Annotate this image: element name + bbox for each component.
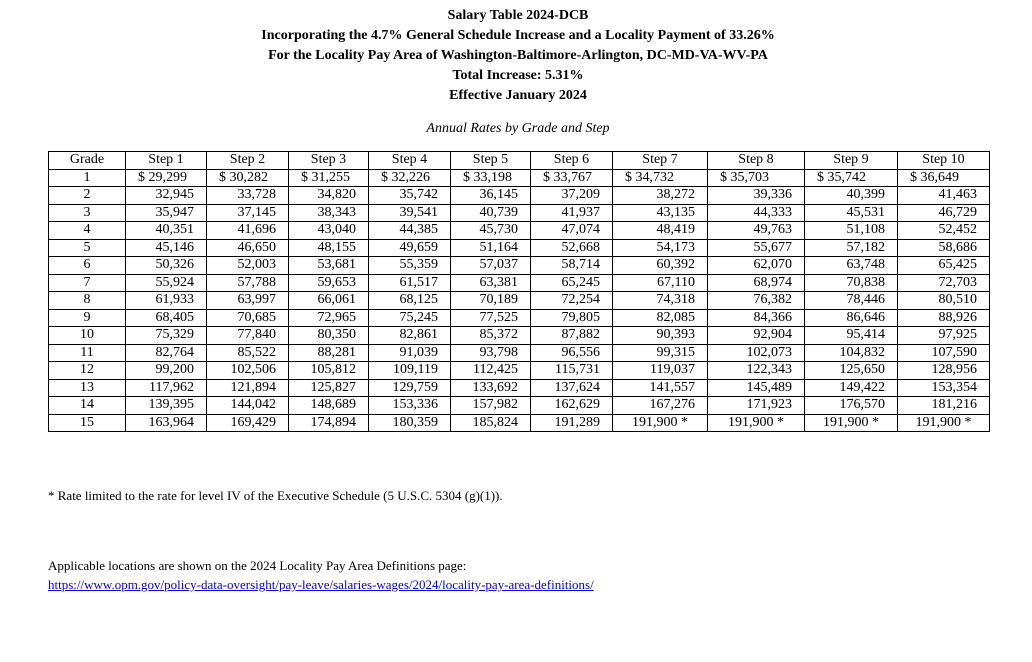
salary-cell: 88,926: [898, 309, 990, 327]
salary-cell: 35,742: [369, 187, 451, 205]
salary-cell: 51,108: [805, 222, 898, 240]
locality-definitions-link[interactable]: https://www.opm.gov/policy-data-oversight/pay-leave/salaries-wages/2024/locality-pay-area-definitions/: [48, 577, 594, 592]
table-row: [49, 397, 990, 415]
salary-cell: $ 31,255: [289, 169, 369, 187]
salary-cell: 117,962: [126, 379, 207, 397]
salary-cell: 91,039: [369, 344, 451, 362]
salary-cell: 43,040: [289, 222, 369, 240]
salary-cell: 162,629: [531, 397, 613, 415]
salary-cell: 55,924: [126, 274, 207, 292]
salary-cell: 44,385: [369, 222, 451, 240]
salary-cell: 112,425: [451, 362, 531, 380]
salary-cell: 72,965: [289, 309, 369, 327]
salary-cell: 49,763: [708, 222, 805, 240]
table-title: Salary Table 2024-DCB: [447, 8, 589, 23]
salary-cell: 63,748: [805, 257, 898, 275]
salary-cell: 50,326: [126, 257, 207, 275]
salary-cell: 61,933: [126, 292, 207, 310]
salary-cell: 48,155: [289, 239, 369, 257]
table-row: [49, 292, 990, 310]
salary-cell: 109,119: [369, 362, 451, 380]
salary-cell: 53,681: [289, 257, 369, 275]
salary-cell: 66,061: [289, 292, 369, 310]
salary-cell: 104,832: [805, 344, 898, 362]
salary-cell: 74,318: [613, 292, 708, 310]
salary-cell: 44,333: [708, 204, 805, 222]
header-row: [49, 152, 990, 170]
salary-cell: 86,646: [805, 309, 898, 327]
salary-cell: 102,506: [207, 362, 289, 380]
salary-cell: 93,798: [451, 344, 531, 362]
salary-cell: 68,974: [708, 274, 805, 292]
salary-cell: 57,037: [451, 257, 531, 275]
column-header: Step 4: [369, 152, 451, 170]
salary-cell: 128,956: [898, 362, 990, 380]
salary-cell: 181,216: [898, 397, 990, 415]
salary-cell: 72,703: [898, 274, 990, 292]
salary-cell: 169,429: [207, 414, 289, 432]
column-header: Step 6: [531, 152, 613, 170]
salary-cell: 39,541: [369, 204, 451, 222]
salary-cell: 95,414: [805, 327, 898, 345]
salary-cell: 37,209: [531, 187, 613, 205]
salary-cell: $ 33,767: [531, 169, 613, 187]
table-row: [49, 204, 990, 222]
grade-cell: 8: [49, 292, 126, 310]
salary-cell: 40,739: [451, 204, 531, 222]
salary-cell: 97,925: [898, 327, 990, 345]
salary-cell: 39,336: [708, 187, 805, 205]
salary-cell: 70,685: [207, 309, 289, 327]
salary-cell: 58,686: [898, 239, 990, 257]
salary-cell: 145,489: [708, 379, 805, 397]
salary-cell: 153,336: [369, 397, 451, 415]
column-header: Step 10: [898, 152, 990, 170]
grade-cell: 7: [49, 274, 126, 292]
salary-cell: 51,164: [451, 239, 531, 257]
salary-cell: 38,272: [613, 187, 708, 205]
salary-cell: 191,900 *: [708, 414, 805, 432]
salary-cell: 191,900 *: [898, 414, 990, 432]
grade-cell: 12: [49, 362, 126, 380]
salary-cell: $ 35,703: [708, 169, 805, 187]
column-header: Grade: [49, 152, 126, 170]
table-row: [49, 362, 990, 380]
salary-cell: 78,446: [805, 292, 898, 310]
salary-cell: 141,557: [613, 379, 708, 397]
salary-cell: 45,531: [805, 204, 898, 222]
salary-cell: 48,419: [613, 222, 708, 240]
salary-cell: 49,659: [369, 239, 451, 257]
salary-cell: 40,399: [805, 187, 898, 205]
table-row: [49, 257, 990, 275]
salary-cell: 55,677: [708, 239, 805, 257]
salary-cell: 65,245: [531, 274, 613, 292]
salary-cell: $ 29,299: [126, 169, 207, 187]
salary-cell: 82,861: [369, 327, 451, 345]
salary-cell: 46,650: [207, 239, 289, 257]
column-header: Step 8: [708, 152, 805, 170]
salary-cell: 115,731: [531, 362, 613, 380]
salary-cell: 149,422: [805, 379, 898, 397]
grade-cell: 4: [49, 222, 126, 240]
salary-cell: 125,650: [805, 362, 898, 380]
salary-cell: $ 33,198: [451, 169, 531, 187]
salary-cell: 65,425: [898, 257, 990, 275]
salary-cell: 153,354: [898, 379, 990, 397]
salary-cell: 133,692: [451, 379, 531, 397]
salary-cell: 75,329: [126, 327, 207, 345]
salary-cell: 125,827: [289, 379, 369, 397]
salary-cell: 45,146: [126, 239, 207, 257]
salary-cell: 80,510: [898, 292, 990, 310]
salary-cell: 176,570: [805, 397, 898, 415]
table-row: [49, 239, 990, 257]
salary-cell: 167,276: [613, 397, 708, 415]
salary-cell: 102,073: [708, 344, 805, 362]
salary-cell: 79,805: [531, 309, 613, 327]
column-header: Step 1: [126, 152, 207, 170]
salary-cell: 57,182: [805, 239, 898, 257]
table-subtitle: Annual Rates by Grade and Step: [426, 121, 610, 136]
salary-cell: 144,042: [207, 397, 289, 415]
salary-cell: 80,350: [289, 327, 369, 345]
column-header: Step 9: [805, 152, 898, 170]
salary-cell: 70,838: [805, 274, 898, 292]
salary-cell: 52,452: [898, 222, 990, 240]
salary-cell: 41,937: [531, 204, 613, 222]
salary-cell: 37,145: [207, 204, 289, 222]
salary-cell: 62,070: [708, 257, 805, 275]
salary-cell: 191,900 *: [805, 414, 898, 432]
salary-cell: 41,463: [898, 187, 990, 205]
salary-cell: 157,982: [451, 397, 531, 415]
grade-cell: 13: [49, 379, 126, 397]
salary-cell: 52,003: [207, 257, 289, 275]
salary-cell: 38,343: [289, 204, 369, 222]
grade-cell: 6: [49, 257, 126, 275]
salary-cell: 148,689: [289, 397, 369, 415]
salary-cell: 84,366: [708, 309, 805, 327]
grade-cell: 5: [49, 239, 126, 257]
salary-cell: 75,245: [369, 309, 451, 327]
salary-cell: 52,668: [531, 239, 613, 257]
salary-cell: 61,517: [369, 274, 451, 292]
salary-cell: 60,392: [613, 257, 708, 275]
increase-line: Incorporating the 4.7% General Schedule Increase and a Locality Payment of 33.26%: [261, 28, 775, 43]
grade-cell: 11: [49, 344, 126, 362]
salary-cell: 85,372: [451, 327, 531, 345]
salary-cell: 63,997: [207, 292, 289, 310]
salary-cell: 68,125: [369, 292, 451, 310]
footnote: * Rate limited to the rate for level IV of the Executive Schedule (5 U.S.C. 5304 (g)(1)).: [48, 488, 503, 503]
salary-cell: 47,074: [531, 222, 613, 240]
salary-cell: 55,359: [369, 257, 451, 275]
column-header: Step 2: [207, 152, 289, 170]
salary-cell: 85,522: [207, 344, 289, 362]
table-row: [49, 414, 990, 432]
effective-date-line: Effective January 2024: [449, 88, 587, 103]
salary-cell: 88,281: [289, 344, 369, 362]
table-row: [49, 327, 990, 345]
table-row: [49, 274, 990, 292]
salary-cell: 92,904: [708, 327, 805, 345]
grade-cell: 14: [49, 397, 126, 415]
salary-cell: 82,764: [126, 344, 207, 362]
salary-cell: 90,393: [613, 327, 708, 345]
salary-cell: 96,556: [531, 344, 613, 362]
salary-cell: 43,135: [613, 204, 708, 222]
salary-cell: 191,900 *: [613, 414, 708, 432]
table-row: [49, 187, 990, 205]
table-row: [49, 222, 990, 240]
salary-cell: 77,840: [207, 327, 289, 345]
salary-cell: 99,315: [613, 344, 708, 362]
salary-cell: 34,820: [289, 187, 369, 205]
grade-cell: 9: [49, 309, 126, 327]
total-increase-line: Total Increase: 5.31%: [452, 68, 584, 83]
table-row: [49, 169, 990, 187]
table-row: [49, 309, 990, 327]
grade-cell: 2: [49, 187, 126, 205]
salary-cell: 70,189: [451, 292, 531, 310]
salary-cell: 129,759: [369, 379, 451, 397]
salary-cell: 77,525: [451, 309, 531, 327]
column-header: Step 3: [289, 152, 369, 170]
salary-cell: 191,289: [531, 414, 613, 432]
salary-cell: 59,653: [289, 274, 369, 292]
column-header: Step 7: [613, 152, 708, 170]
salary-cell: 57,788: [207, 274, 289, 292]
salary-cell: 174,894: [289, 414, 369, 432]
salary-cell: 35,947: [126, 204, 207, 222]
grade-cell: 10: [49, 327, 126, 345]
salary-cell: 40,351: [126, 222, 207, 240]
salary-cell: 45,730: [451, 222, 531, 240]
salary-cell: 32,945: [126, 187, 207, 205]
salary-cell: 163,964: [126, 414, 207, 432]
salary-cell: 185,824: [451, 414, 531, 432]
salary-cell: 36,145: [451, 187, 531, 205]
salary-cell: 68,405: [126, 309, 207, 327]
salary-cell: 99,200: [126, 362, 207, 380]
locality-line: For the Locality Pay Area of Washington-Baltimore-Arlington, DC-MD-VA-WV-PA: [268, 48, 768, 63]
salary-table: [48, 151, 990, 432]
salary-cell: 41,696: [207, 222, 289, 240]
salary-cell: 33,728: [207, 187, 289, 205]
salary-cell: 107,590: [898, 344, 990, 362]
salary-cell: 72,254: [531, 292, 613, 310]
salary-cell: 87,882: [531, 327, 613, 345]
salary-cell: 180,359: [369, 414, 451, 432]
column-header: Step 5: [451, 152, 531, 170]
salary-cell: 46,729: [898, 204, 990, 222]
locations-text: Applicable locations are shown on the 2024 Locality Pay Area Definitions page:: [48, 558, 467, 573]
salary-cell: $ 34,732: [613, 169, 708, 187]
salary-cell: $ 32,226: [369, 169, 451, 187]
salary-cell: 105,812: [289, 362, 369, 380]
salary-cell: 58,714: [531, 257, 613, 275]
salary-cell: 139,395: [126, 397, 207, 415]
table-row: [49, 344, 990, 362]
salary-cell: 137,624: [531, 379, 613, 397]
grade-cell: 3: [49, 204, 126, 222]
table-row: [49, 379, 990, 397]
salary-cell: $ 36,649: [898, 169, 990, 187]
salary-cell: 121,894: [207, 379, 289, 397]
salary-cell: 63,381: [451, 274, 531, 292]
salary-cell: $ 35,742: [805, 169, 898, 187]
salary-cell: 76,382: [708, 292, 805, 310]
salary-cell: $ 30,282: [207, 169, 289, 187]
salary-cell: 171,923: [708, 397, 805, 415]
salary-cell: 67,110: [613, 274, 708, 292]
salary-cell: 54,173: [613, 239, 708, 257]
salary-cell: 119,037: [613, 362, 708, 380]
salary-cell: 122,343: [708, 362, 805, 380]
grade-cell: 1: [49, 169, 126, 187]
salary-cell: 82,085: [613, 309, 708, 327]
grade-cell: 15: [49, 414, 126, 432]
